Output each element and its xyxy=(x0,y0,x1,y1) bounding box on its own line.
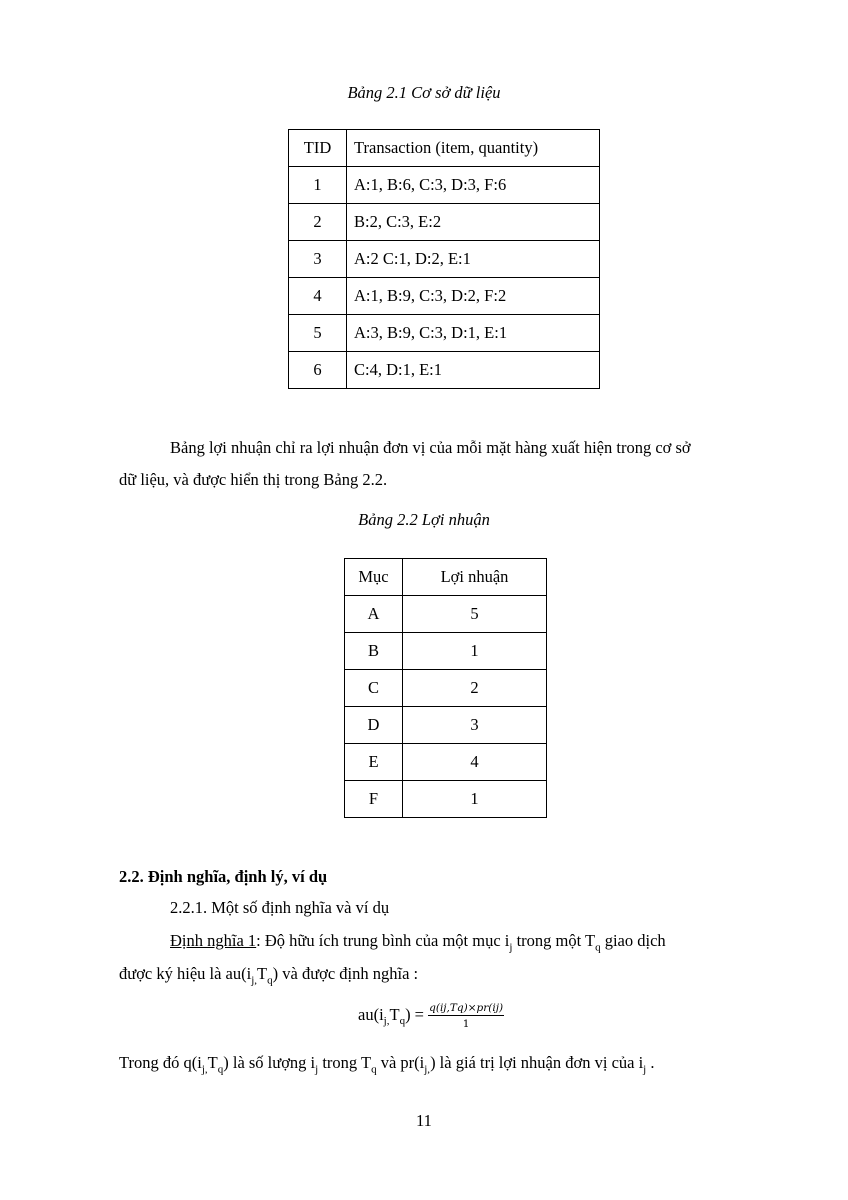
formula-numerator: q(ij,Tq)×pr(ij) xyxy=(429,1002,504,1014)
formula-fraction xyxy=(428,1002,504,1030)
table-row xyxy=(345,781,547,818)
table-row xyxy=(289,278,600,315)
table-header-row xyxy=(345,559,547,596)
table-row xyxy=(345,633,547,670)
transaction-cell: A:1, B:9, C:3, D:2, F:2 xyxy=(347,278,600,315)
column-header-item: Mục xyxy=(345,559,403,596)
item-cell: E xyxy=(345,744,403,781)
definition-line1: Định nghĩa 1: Độ hữu ích trung bình của một mục $i_j$ trong một $T_q$ giao dịch xyxy=(170,931,666,954)
profit-cell: 1 xyxy=(403,633,547,670)
profit-cell: 2 xyxy=(403,670,547,707)
table-row xyxy=(345,707,547,744)
tid-cell: 6 xyxy=(289,352,347,389)
item-cell: B xyxy=(345,633,403,670)
table1-caption: Bảng 2.1 Cơ sở dữ liệu xyxy=(347,83,501,102)
tid-cell: 1 xyxy=(289,167,347,204)
tid-cell: 4 xyxy=(289,278,347,315)
tid-cell: 5 xyxy=(289,315,347,352)
page-number: 11 xyxy=(416,1111,432,1130)
table-row xyxy=(345,670,547,707)
formula-explanation: Trong đó $q(i_{j,}T_q)$ là số lượng $i_j$ trong $T_q$ và $pr(i_{j,})$ là giá trị lợi nhuận đơn vị của $i_j$ . xyxy=(119,1053,655,1076)
transaction-cell: A:3, B:9, C:3, D:1, E:1 xyxy=(347,315,600,352)
tid-cell: 3 xyxy=(289,241,347,278)
formula-denominator: 1 xyxy=(462,1018,470,1030)
table-row xyxy=(289,204,600,241)
item-cell: F xyxy=(345,781,403,818)
table-row xyxy=(345,744,547,781)
profit-table xyxy=(344,558,547,818)
subsection-heading: 2.2.1. Một số định nghĩa và ví dụ xyxy=(170,898,390,917)
transaction-table xyxy=(288,129,600,389)
table-row xyxy=(289,315,600,352)
definition-line2: được ký hiệu là $au(i_{j,}T_q)$ và được định nghĩa : xyxy=(119,964,419,987)
profit-cell: 3 xyxy=(403,707,547,744)
column-header-tid: TID xyxy=(289,130,347,167)
table-row xyxy=(289,167,600,204)
profit-cell: 4 xyxy=(403,744,547,781)
definition-label: Định nghĩa 1 xyxy=(170,931,257,950)
tid-cell: 2 xyxy=(289,204,347,241)
table2-caption: Bảng 2.2 Lợi nhuận xyxy=(358,510,490,529)
table-row xyxy=(289,352,600,389)
formula: $au(i_{j,}T_q)$ = $\frac{q(ij,Tq)\times pr(ij)}{1}$ xyxy=(358,1002,504,1030)
column-header-profit: Lợi nhuận xyxy=(403,559,547,596)
table-row xyxy=(345,596,547,633)
section-heading: 2.2. Định nghĩa, định lý, ví dụ xyxy=(119,867,328,886)
item-cell: A xyxy=(345,596,403,633)
profit-cell: 5 xyxy=(403,596,547,633)
transaction-cell: A:2 C:1, D:2, E:1 xyxy=(347,241,600,278)
transaction-cell: C:4, D:1, E:1 xyxy=(347,352,600,389)
profit-cell: 1 xyxy=(403,781,547,818)
profit-table-intro-line2: dữ liệu, và được hiển thị trong Bảng 2.2. xyxy=(119,470,388,489)
profit-table-intro-line1: Bảng lợi nhuận chỉ ra lợi nhuận đơn vị của mỗi mặt hàng xuất hiện trong cơ sở xyxy=(170,438,691,457)
table-row xyxy=(289,241,600,278)
transaction-cell: A:1, B:6, C:3, D:3, F:6 xyxy=(347,167,600,204)
column-header-transaction: Transaction (item, quantity) xyxy=(347,130,600,167)
item-cell: D xyxy=(345,707,403,744)
table-header-row xyxy=(289,130,600,167)
transaction-cell: B:2, C:3, E:2 xyxy=(347,204,600,241)
item-cell: C xyxy=(345,670,403,707)
